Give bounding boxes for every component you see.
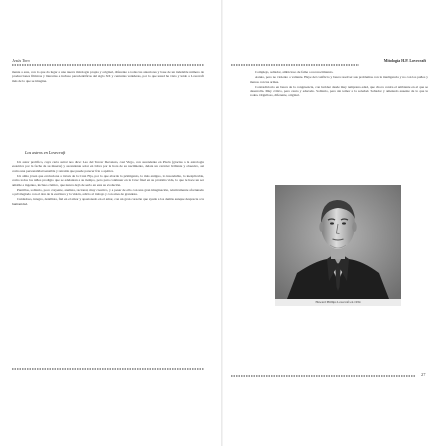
left-page [0,0,221,446]
top-ornament-rule-left [12,64,204,66]
right-paragraph: Astuto, pero no violento o valiente. Huye del conflicto y busca resolver sus problemas con la inteligencia y no con los puños y menos con las armas. [250,75,428,84]
section-title: Los astros en Lovecraft [25,150,66,155]
section-text-block [12,160,204,207]
portrait-illustration [275,185,401,299]
intro-text-block [12,70,204,84]
section-paragraph: Pantillos, solitario, poco creyente, analista, racional, muy creativo, y a pesar de ello con una gran imaginación, relativamente afortunado o privilegiado con el don de la escritura y la visión, adicto al trabajo y con aires de grandeza. [12,187,204,197]
page-number: 27 [421,372,426,377]
photo-caption: Howard Phillips Lovecraft en 1934 [275,299,401,306]
section-paragraph: Un autor prolífico, cuya carta astral nos dice: Leo del Tercer Decanato, casi Virgo, con ascendente en Piscis (gracias a la astrología esotérica por la fecha de su muerte) y ascendente solar en Libra por la hora de su nacimiento, delata un carácter brillante y obsesivo, así como una personalidad sensible y retraída que puede parecer fría o apática. [12,160,204,173]
right-paragraph: Complejo, soñador, ambicioso de fama o reconocimiento. [255,70,334,74]
top-ornament-rule-right [231,64,359,66]
right-text-block [250,70,428,99]
left-running-head: Jesús Toro [12,58,30,63]
right-running-head: Mitología H.P. Lovecraft [383,58,426,63]
section-paragraph: Cuidadoso, integro, detallista, fiel en el amor y apasionado en el amor, con un gran corazón que ayuda a los demás aunque desprecie a la humanidad. [12,197,204,206]
bottom-ornament-rule-right [231,375,416,377]
lovecraft-portrait-photo [275,185,401,299]
right-page [223,0,446,446]
bottom-ornament-rule-left [12,368,204,370]
section-paragraph: Un alma joven que evoluciona a través de la Cruz Fija, por lo que aborda lo primigenio, lo más antiguo, lo insondable, lo inexplicable, como todos los niños prodigio que se adelantan a su tiempo, pero para continuar en la Cruz final en su próxima vida, lo que le hace un ser amable e ingenuo, incluso cómico, que nunca dejó de serlo en esta su evolución. [12,173,204,187]
right-paragraph: Contradictorio en busca de la congruencia, con lucidez desde muy temprana edad, que choca contra el ambiente en el que se desarrolla. Muy crítico, pero cauto y educado. Solitario, pero sin temor a la soledad. Soñador y amenudo ausente de lo que le rodea. Orgulloso, diferente, original. [250,84,428,98]
intro-paragraph: mente a este, con lo que da lugar a una nueva mitología propia y original, diferente a todas las anteriores y base de un indeleble número de producciones fílmicas y literarias e incluso paracientíficas del siglo XX y centurias venideras, por lo que usted ha visto y leído a Lovecraft más de lo que se imagina. [12,70,204,83]
